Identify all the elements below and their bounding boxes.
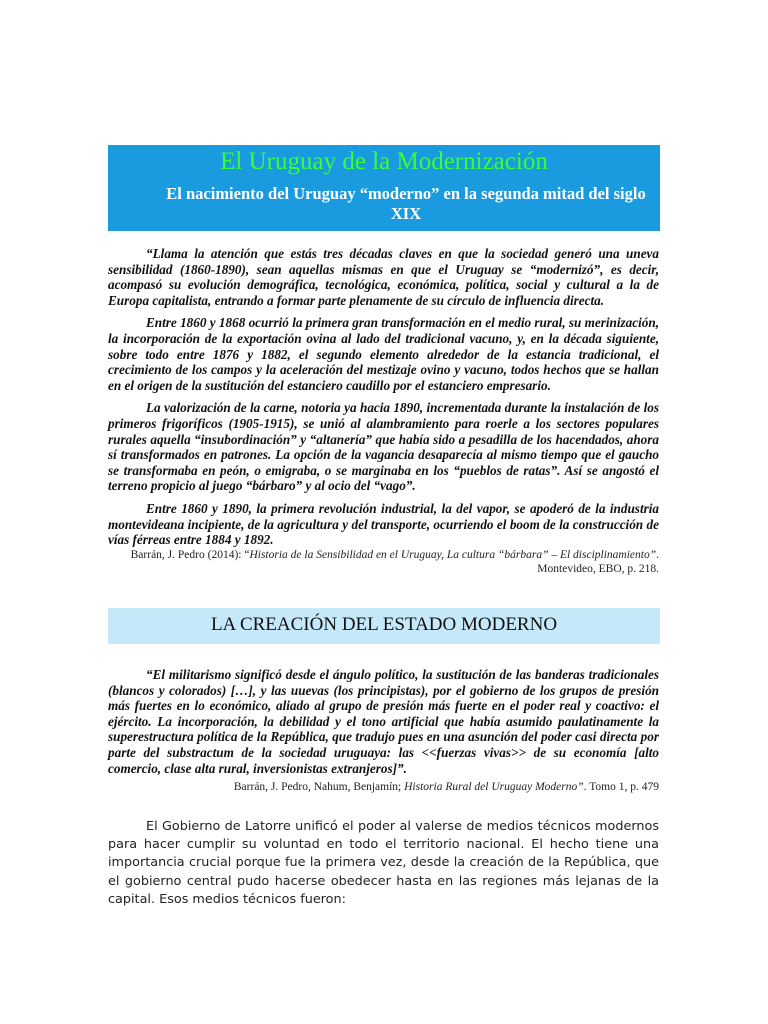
quote-block-1 bbox=[108, 246, 659, 555]
citation-work: Historia de la Sensibilidad en el Uruguay, La cultura “bárbara” – El disciplinamiento” bbox=[249, 549, 657, 561]
quote-paragraph: La valorización de la carne, notoria ya hacia 1890, incrementada durante la instalación de los primeros frigoríficos (1905-1915), se unió al alambramiento para roerle a los sectores populares rurales aquella “insubordinación” y “altanería” que había sido a pesadilla de los hacendados, ahora sí transformados en patrones. La opción de la vagancia desaparecía al mismo tiempo que el gaucho se transformaba en peón, o emigraba, o se marginaba en los “pueblos de ratas”. Así se angostó el terreno propicio al juego “bárbaro” y al ocio del “vago”. bbox=[108, 400, 659, 494]
citation-author: Barrán, J. Pedro, Nahum, Benjamín; bbox=[233, 781, 405, 793]
quote-paragraph: Entre 1860 y 1868 ocurrió la primera gran transformación en el medio rural, su merinización, la incorporación de la exportación ovina al lado del tradicional vacuno, y, en la década siguiente, sobre todo entre 1876 y 1882, el segundo elemento alrededor de la estancia tradicional, el crecimiento de los campos y la aceleración del mestizaje ovino y vacuno, todos hechos que se hallan en el origen de la sustitución del estanciero caudillo por el estanciero empresario. bbox=[108, 315, 659, 393]
citation-2 bbox=[108, 780, 659, 794]
quote-paragraph: “El militarismo significó desde el ángulo político, la sustitución de las banderas tradicionales (blancos y colorados) […], y las uuevas (los principistas), por el gobierno de los grupos de presión más fuertes en lo económico, aliado al grupo de presión más fuerte en el poder real y coactivo: el ejército. La incorporación, la debilidad y el tono artificial que había asumido paulatinamente la superestructura política de la República, que tradujo pues en una asunción del poder casi directa por parte del substractum de la sociedad uruguaya: las <<fuerzas vivas>> de su economía [alto comercio, clase alta rural, inversionistas extranjeros]”. bbox=[108, 667, 659, 776]
citation-work: Historia Rural del Uruguay Moderno” bbox=[404, 781, 584, 793]
page-title: El Uruguay de la Modernización bbox=[220, 148, 548, 175]
section-header bbox=[108, 608, 660, 644]
section-title: LA CREACIÓN DEL ESTADO MODERNO bbox=[210, 614, 558, 635]
citation-author: Barrán, J. Pedro (2014): “ bbox=[130, 549, 250, 561]
quote-paragraph: Entre 1860 y 1890, la primera revolución industrial, la del vapor, se apoderó de la industria montevideana incipiente, de la agricultura y del transporte, ocurriendo el boom de la construcción de vías férreas entre 1884 y 1892. bbox=[108, 500, 659, 548]
body-paragraph: El Gobierno de Latorre unificó el poder al valerse de medios técnicos modernos para hacer cumplir su voluntad en todo el territorio nacional. El hecho tiene una importancia crucial porque fue la primera vez, desde la creación de la República, que el gobierno central pudo hacerse obedecer hasta en las regiones más lejanas de la capital. Esos medios técnicos fueron: bbox=[108, 819, 659, 907]
citation-rest: . Tomo 1, p. 479 bbox=[583, 781, 659, 793]
page-subtitle: El nacimiento del Uruguay “moderno” en la segunda mitad del siglo XIX bbox=[166, 184, 646, 223]
citation-1 bbox=[108, 548, 659, 576]
citation-rest: . Montevideo, EBO, p. 218. bbox=[537, 549, 659, 575]
quote-block-2 bbox=[108, 667, 659, 783]
quote-paragraph: “Llama la atención que estás tres décadas claves en que la sociedad generó una uneva sensibilidad (1860-1890), sean aquellas mismas en que el Uruguay se “modernizó”, es decir, acompasó su evolución demográfica, tecnológica, económica, política, social y cultural a la de Europa capitalista, entrando a formar parte plenamente de su círculo de influencia directa. bbox=[108, 246, 659, 308]
title-banner bbox=[108, 145, 660, 231]
